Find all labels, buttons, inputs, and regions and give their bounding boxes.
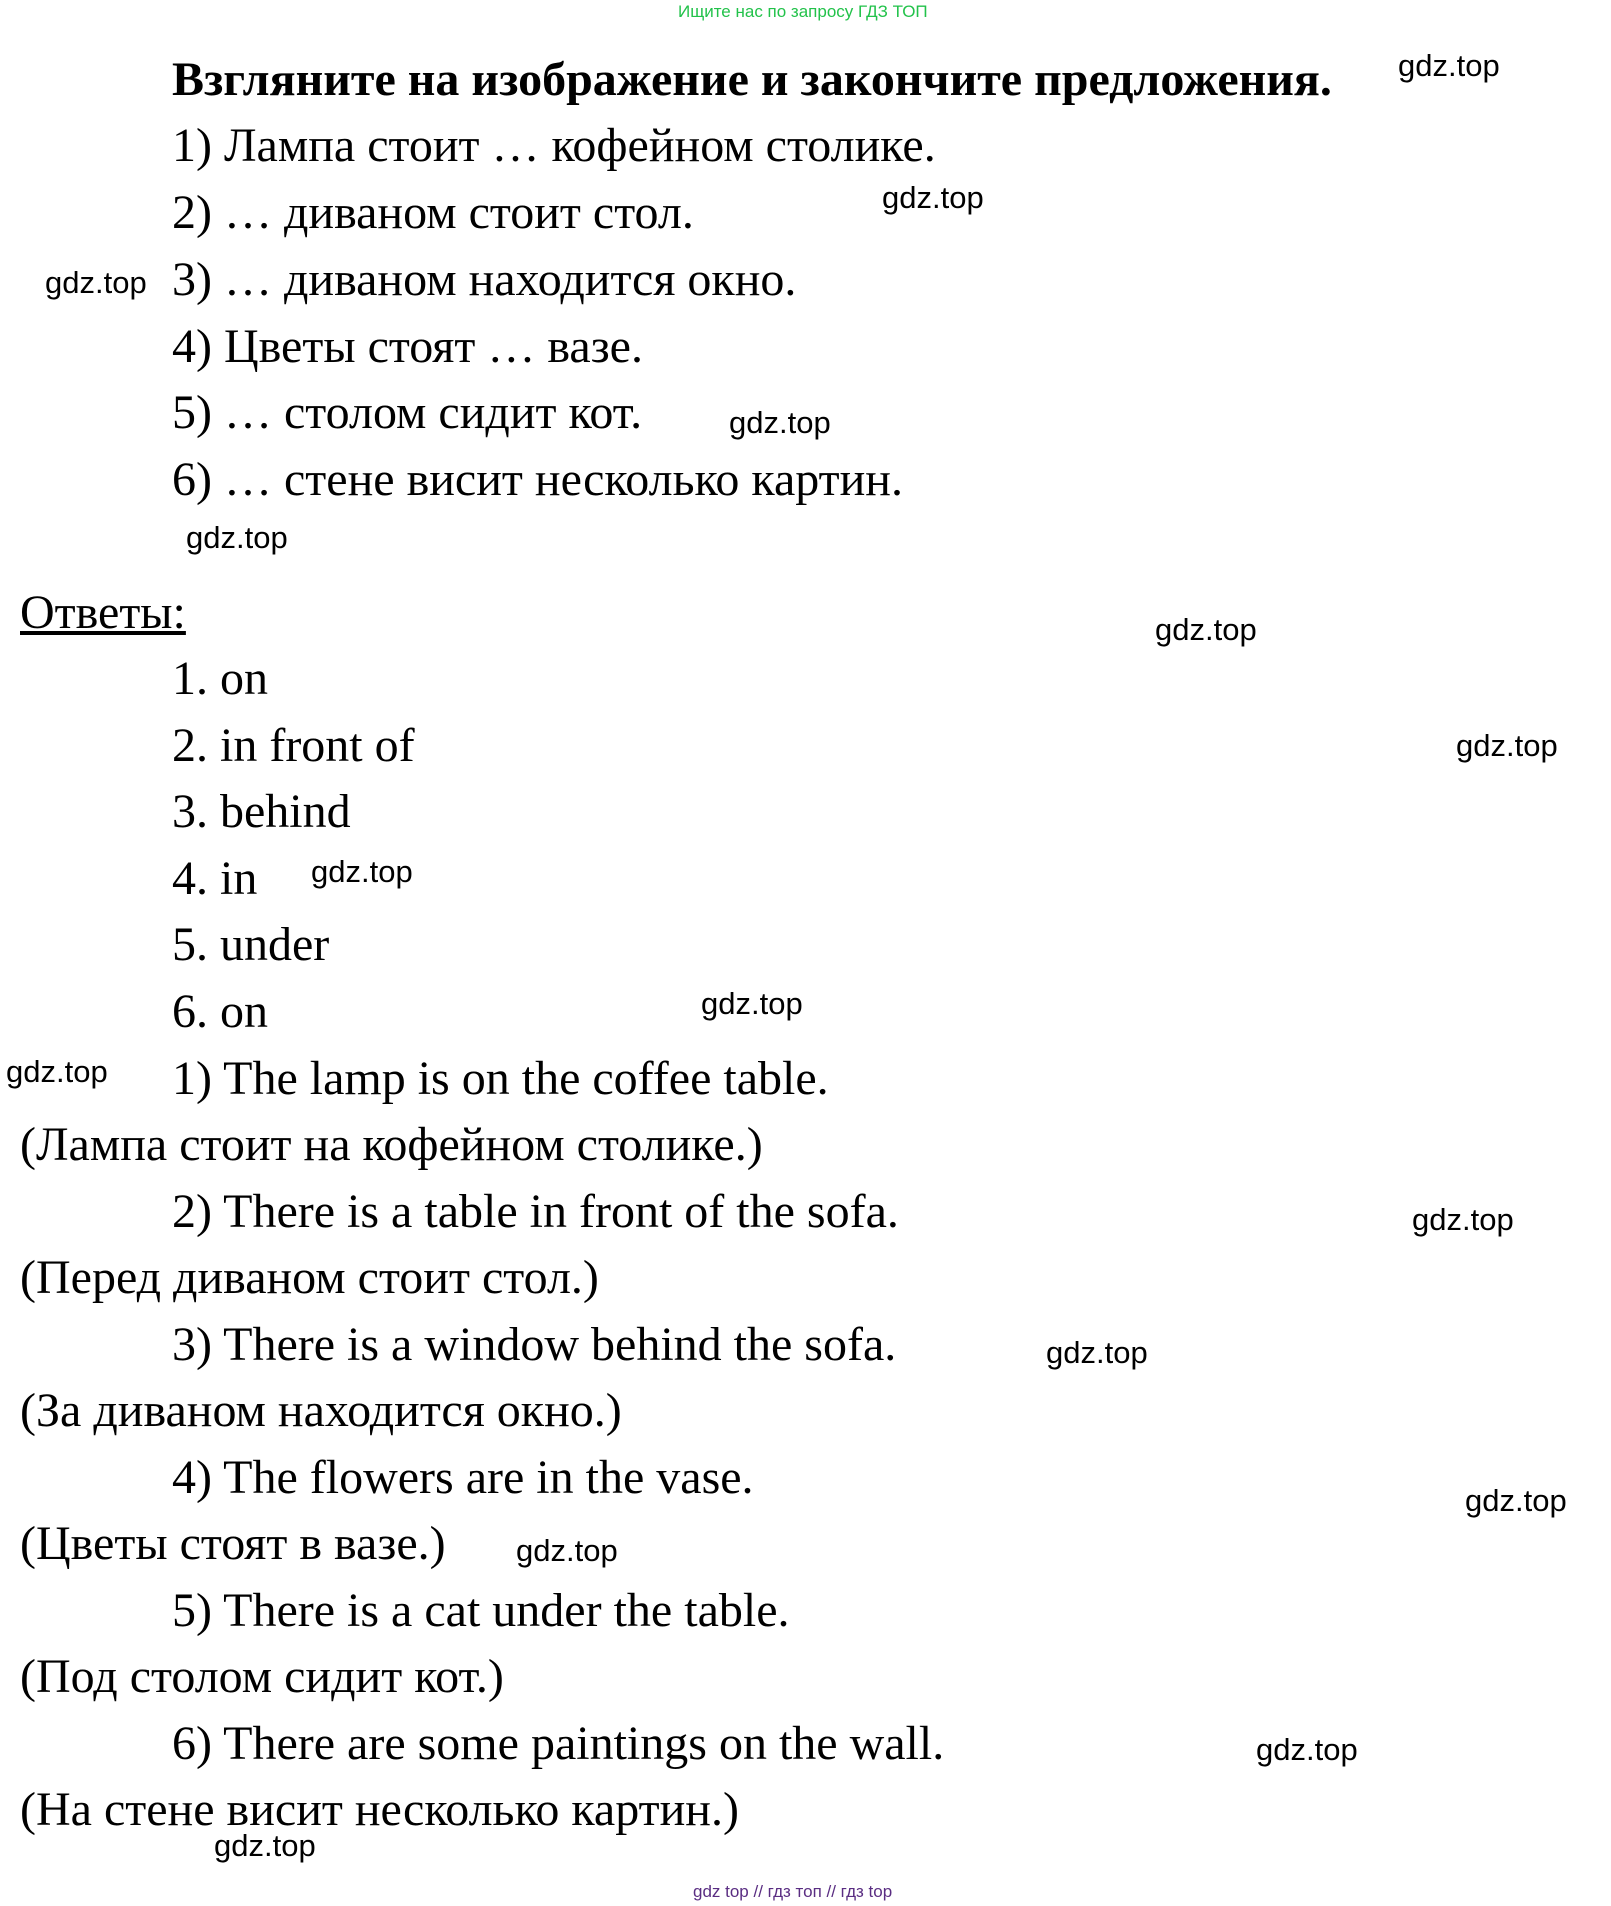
watermark: gdz.top — [701, 986, 803, 1021]
short-answer-item: 3. behind — [172, 785, 351, 838]
watermark: gdz.top — [1046, 1335, 1148, 1370]
answer-ru: (Цветы стоят в вазе.) — [20, 1517, 446, 1570]
watermark: gdz.top — [1256, 1732, 1358, 1767]
short-answer-item: 5. under — [172, 918, 330, 971]
question-item: 2) … диваном стоит стол. — [172, 186, 694, 239]
watermark: gdz.top — [45, 265, 147, 300]
question-item: 3) … диваном находится окно. — [172, 253, 797, 306]
top-banner: Ищите нас по запросу ГДЗ ТОП — [678, 2, 928, 21]
watermark: gdz.top — [214, 1828, 316, 1863]
answer-en: 2) There is a table in front of the sofa. — [172, 1185, 899, 1238]
watermark: gdz.top — [1155, 612, 1257, 647]
watermark: gdz.top — [729, 405, 831, 440]
short-answer-item: 2. in front of — [172, 719, 415, 772]
short-answer-item: 6. on — [172, 985, 268, 1038]
task-title: Взгляните на изображение и закончите предложения. — [172, 53, 1332, 106]
watermark: gdz.top — [186, 520, 288, 555]
question-item: 4) Цветы стоят … вазе. — [172, 320, 643, 373]
answer-ru: (За диваном находится окно.) — [20, 1384, 622, 1437]
watermark: gdz.top — [1456, 728, 1558, 763]
short-answer-item: 1. on — [172, 652, 268, 705]
watermark: gdz.top — [1412, 1202, 1514, 1237]
answer-ru: (Лампа стоит на кофейном столике.) — [20, 1118, 763, 1171]
watermark: gdz.top — [882, 180, 984, 215]
question-item: 5) … столом сидит кот. — [172, 386, 643, 439]
watermark: gdz.top — [311, 854, 413, 889]
watermark: gdz.top — [1465, 1483, 1567, 1518]
short-answer-item: 4. in — [172, 852, 258, 905]
answer-ru: (Перед диваном стоит стол.) — [20, 1251, 599, 1304]
answer-ru: (На стене висит несколько картин.) — [20, 1783, 739, 1836]
answer-en: 6) There are some paintings on the wall. — [172, 1717, 945, 1770]
answer-en: 3) There is a window behind the sofa. — [172, 1318, 897, 1371]
answer-ru: (Под столом сидит кот.) — [20, 1650, 504, 1703]
watermark: gdz.top — [1398, 48, 1500, 83]
answer-en: 4) The flowers are in the vase. — [172, 1451, 754, 1504]
question-item: 1) Лампа стоит … кофейном столике. — [172, 119, 936, 172]
answers-heading: Ответы: — [20, 586, 186, 639]
answer-en: 5) There is a cat under the table. — [172, 1584, 790, 1637]
watermark: gdz.top — [516, 1533, 618, 1568]
answer-en: 1) The lamp is on the coffee table. — [172, 1052, 829, 1105]
question-item: 6) … стене висит несколько картин. — [172, 453, 903, 506]
footer-caption: gdz top // гдз топ // гдз top — [693, 1882, 893, 1901]
watermark: gdz.top — [6, 1054, 108, 1089]
